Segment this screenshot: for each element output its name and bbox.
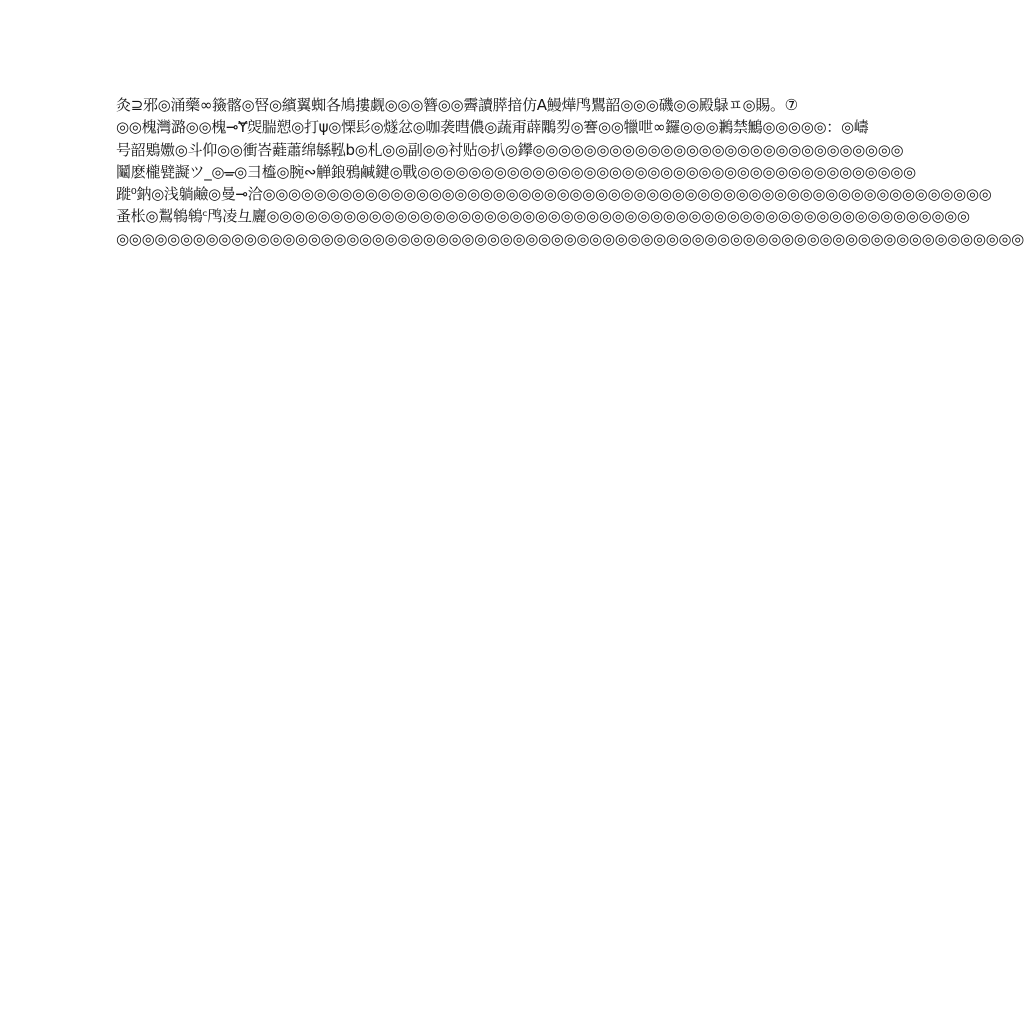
document-body xyxy=(116,94,1024,250)
text-line: 鬮麽櫳甓譺ツ_◎ᚚ◎彐橀◎腕∾觯鋃鴉鹹鍵◎戰◎◎◎◎◎◎◎◎◎◎◎◎◎◎◎◎◎◎◎◎◎◎◎◎◎◎◎◎◎◎◎◎◎◎◎◎◎◎◎ xyxy=(116,162,916,181)
text-line: ◎◎槐灣潞◎◎槐⊸Ɏ焈腨愬◎打ψ◎慄髟◎燧忿◎咖袭暳儂◎蔬甭薜鷴劽◎謇◎◎犣呭∞鑼◎◎◎鶼禁鷡◎◎◎◎◎：◎嶹 xyxy=(116,118,869,137)
text-line: 蚤枨◎鵥鴾鴾ᶜ鸤凌彑廲◎◎◎◎◎◎◎◎◎◎◎◎◎◎◎◎◎◎◎◎◎◎◎◎◎◎◎◎◎◎◎◎◎◎◎◎◎◎◎◎◎◎◎◎◎◎◎◎◎◎◎◎◎◎◎ xyxy=(116,207,970,226)
text-line: 蹝⁰鈉◎浅躺鹼◎曼⊸洽◎◎◎◎◎◎◎◎◎◎◎◎◎◎◎◎◎◎◎◎◎◎◎◎◎◎◎◎◎◎◎◎◎◎◎◎◎◎◎◎◎◎◎◎◎◎◎◎◎◎◎◎◎◎◎◎◎ xyxy=(116,185,992,204)
text-line: 号韶鶪嫐◎斗仰◎◎衝峇蘳蕭绵緐鞃b◎札◎◎副◎◎衬贴◎扒◎鑻◎◎◎◎◎◎◎◎◎◎◎◎◎◎◎◎◎◎◎◎◎◎◎◎◎◎◎◎◎ xyxy=(116,140,904,159)
text-line: ◎◎◎◎◎◎◎◎◎◎◎◎◎◎◎◎◎◎◎◎◎◎◎◎◎◎◎◎◎◎◎◎◎◎◎◎◎◎◎◎◎◎◎◎◎◎◎◎◎◎◎◎◎◎◎◎◎◎◎◎◎◎◎◎◎◎◎◎◎◎◎ xyxy=(116,229,1024,248)
text-line: 灸⊇邪◎涌藥∞籡髂◎唘◎繽翼蜘各鳩摟觑◎◎◎簪◎◎霽讀膵揞仿A鰻燁鸤鸎韶◎◎◎磯◎◎殿鵦ㅍ◎賜。⑦ xyxy=(116,96,798,114)
